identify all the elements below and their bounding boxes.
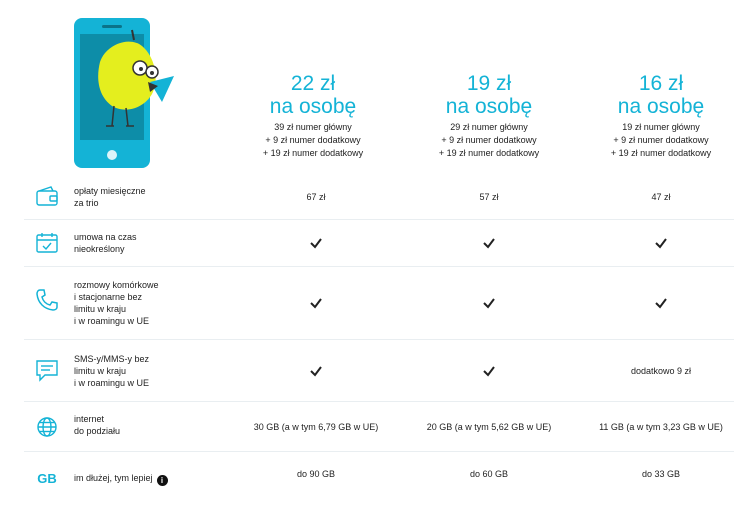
feature-row-contract — [24, 220, 734, 267]
plan-detail-line: + 9 zł numer dodatkowy — [613, 135, 709, 145]
plan-detail-line: + 9 zł numer dodatkowy — [265, 135, 361, 145]
value-cell: 30 GB (a w tym 6,79 GB w UE) — [253, 422, 379, 432]
check-icon — [230, 296, 402, 312]
feature-row-internet — [24, 402, 734, 452]
feature-label: im dłużej, tym lepiej i — [74, 472, 244, 486]
plan-detail-line: 29 zł numer główny — [450, 122, 528, 132]
feature-label: umowa na czas nieokreślony — [74, 232, 137, 254]
value-cell: 20 GB (a w tym 5,62 GB w UE) — [426, 422, 552, 432]
plan-price: 22 zł — [290, 72, 336, 95]
feature-label: SMS-y/MMS-y bez limitu w kraju i w roamingu w UE — [74, 354, 150, 388]
calendar-icon — [34, 230, 60, 256]
value-cell: 11 GB (a w tym 3,23 GB w UE) — [599, 422, 723, 432]
value-cell: do 90 GB — [296, 469, 336, 479]
phone-icon — [34, 287, 60, 313]
plan-detail-line: + 9 zł numer dodatkowy — [441, 135, 537, 145]
plan-detail-line: + 19 zł numer dodatkowy — [438, 148, 540, 158]
check-icon — [575, 296, 747, 312]
value-cell: 57 zł — [479, 192, 499, 202]
plan-price: 16 zł — [638, 72, 684, 95]
feature-row-fees — [24, 178, 734, 220]
plan-column-1 — [227, 72, 399, 160]
plan-detail-line: 39 zł numer główny — [274, 122, 352, 132]
hero — [0, 0, 750, 178]
plan-per-person: na osobę — [617, 95, 705, 118]
plan-per-person: na osobę — [445, 95, 533, 118]
value-cell: 47 zł — [651, 192, 671, 202]
check-icon — [403, 364, 575, 380]
value-cell: do 60 GB — [469, 469, 509, 479]
info-icon[interactable]: i — [157, 475, 168, 486]
value-cell: 67 zł — [306, 192, 326, 202]
plan-detail-line: + 19 zł numer dodatkowy — [262, 148, 364, 158]
phone-mascot-illustration — [72, 16, 182, 172]
gb-icon: GB — [37, 471, 57, 486]
check-icon — [230, 364, 402, 380]
check-icon — [230, 236, 402, 252]
plan-detail-line: + 19 zł numer dodatkowy — [610, 148, 712, 158]
plan-column-3 — [575, 72, 747, 160]
feature-label: opłaty miesięczne za trio — [74, 186, 146, 208]
value-cell: dodatkowo 9 zł — [630, 366, 692, 376]
value-cell: do 33 GB — [641, 469, 681, 479]
feature-row-sms — [24, 340, 734, 402]
message-icon — [34, 357, 60, 383]
check-icon — [403, 236, 575, 252]
plan-detail-line: 19 zł numer główny — [622, 122, 700, 132]
check-icon — [575, 236, 747, 252]
feature-label: internet do podziału — [74, 414, 121, 436]
plan-column-2 — [403, 72, 575, 160]
feature-row-calls — [24, 267, 734, 340]
check-icon — [403, 296, 575, 312]
plan-price: 19 zł — [466, 72, 512, 95]
globe-icon — [34, 414, 60, 440]
wallet-icon — [34, 184, 60, 210]
feature-label: rozmowy komórkowe i stacjonarne bez limitu w kraju i w roamingu w UE — [74, 280, 159, 326]
plan-per-person: na osobę — [269, 95, 357, 118]
feature-row-bonus — [24, 452, 734, 502]
